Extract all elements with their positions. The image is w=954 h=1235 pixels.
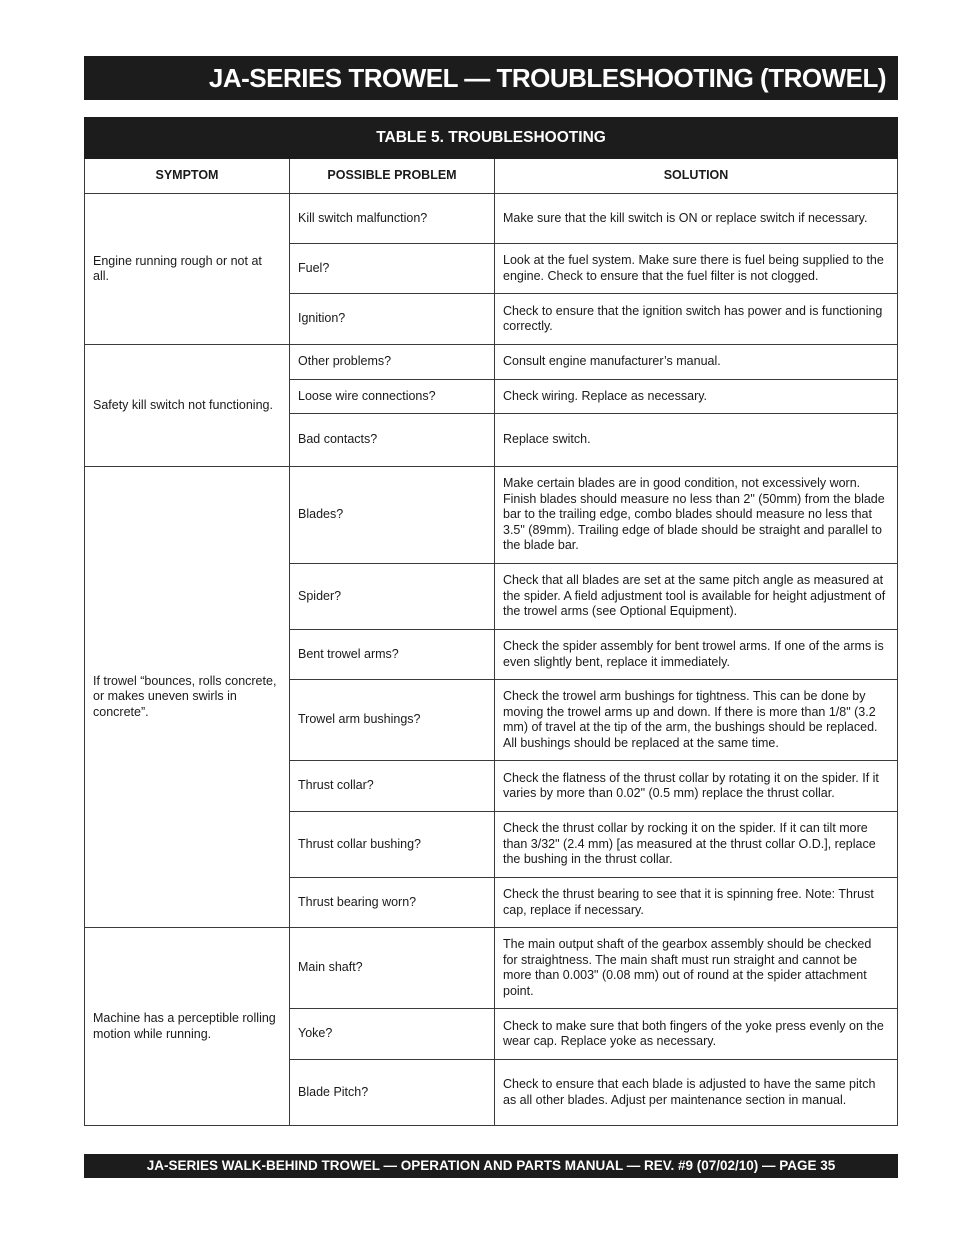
solution-cell: Replace switch. [495, 414, 898, 467]
table-caption: TABLE 5. TROUBLESHOOTING [85, 118, 898, 159]
problem-cell: Fuel? [290, 244, 495, 294]
problem-cell: Other problems? [290, 345, 495, 380]
solution-cell: Check the trowel arm bushings for tightness. This can be done by moving the trowel arms up and down. If there is more than 1/8" (3.2 mm) of travel at the tip of the arm, the bushings should be replaced. All bushings should be replaced at the same time. [495, 680, 898, 761]
problem-cell: Bad contacts? [290, 414, 495, 467]
solution-cell: Check wiring. Replace as necessary. [495, 380, 898, 414]
table-row [85, 467, 898, 564]
table-caption-row [85, 118, 898, 159]
problem-cell: Bent trowel arms? [290, 630, 495, 680]
table-row [85, 345, 898, 380]
solution-cell: Check the thrust collar by rocking it on the spider. If it can tilt more than 3/32" (2.4 mm) [as measured at the thrust collar O.D.], replace the bushing in the thrust collar. [495, 812, 898, 878]
page-footer-bar [84, 1154, 898, 1178]
problem-cell: Thrust collar? [290, 761, 495, 812]
symptom-cell: If trowel “bounces, rolls concrete, or makes uneven swirls in concrete”. [85, 467, 290, 928]
solution-cell: Make certain blades are in good condition, not excessively worn. Finish blades should measure no less than 2" (50mm) from the blade bar to the trailing edge, combo blades should measure no less that 3.5" (89mm). Trailing edge of blade should be straight and parallel to the blade bar. [495, 467, 898, 564]
solution-cell: Check that all blades are set at the same pitch angle as measured at the spider. A field adjustment tool is available for height adjustment of the trowel arms (see Optional Equipment). [495, 564, 898, 630]
problem-cell: Blade Pitch? [290, 1060, 495, 1126]
symptom-cell: Engine running rough or not at all. [85, 194, 290, 345]
page-title-bar [84, 56, 898, 100]
solution-cell: Check the spider assembly for bent trowel arms. If one of the arms is even slightly bent, replace it immediately. [495, 630, 898, 680]
column-header-symptom: SYMPTOM [85, 159, 290, 194]
table-header-row [85, 159, 898, 194]
page-footer-text: JA-SERIES WALK-BEHIND TROWEL — OPERATION AND PARTS MANUAL — REV. #9 (07/02/10) — PAGE 35 [146, 1158, 836, 1173]
problem-cell: Loose wire connections? [290, 380, 495, 414]
column-header-solution: SOLUTION [495, 159, 898, 194]
solution-cell: Check to make sure that both fingers of the yoke press evenly on the wear cap. Replace yoke as necessary. [495, 1009, 898, 1060]
problem-cell: Main shaft? [290, 928, 495, 1009]
page-title: JA-SERIES TROWEL — TROUBLESHOOTING (TROWEL) [208, 63, 886, 93]
solution-cell: Make sure that the kill switch is ON or replace switch if necessary. [495, 194, 898, 244]
problem-cell: Thrust collar bushing? [290, 812, 495, 878]
solution-cell: The main output shaft of the gearbox assembly should be checked for straightness. The main shaft must run straight and cannot be more than 0.003" (0.08 mm) out of round at the spider attachment point. [495, 928, 898, 1009]
table-row [85, 194, 898, 244]
problem-cell: Ignition? [290, 294, 495, 345]
solution-cell: Consult engine manufacturer’s manual. [495, 345, 898, 380]
column-header-problem: POSSIBLE PROBLEM [290, 159, 495, 194]
table-row [85, 928, 898, 1009]
symptom-cell: Machine has a perceptible rolling motion while running. [85, 928, 290, 1126]
solution-cell: Look at the fuel system. Make sure there is fuel being supplied to the engine. Check to ensure that the fuel filter is not clogged. [495, 244, 898, 294]
solution-cell: Check to ensure that the ignition switch has power and is functioning correctly. [495, 294, 898, 345]
troubleshooting-table [84, 117, 898, 1126]
solution-cell: Check the flatness of the thrust collar by rotating it on the spider. If it varies by more than 0.02" (0.5 mm) replace the thrust collar. [495, 761, 898, 812]
solution-cell: Check the thrust bearing to see that it is spinning free. Note: Thrust cap, replace if necessary. [495, 878, 898, 928]
problem-cell: Blades? [290, 467, 495, 564]
solution-cell: Check to ensure that each blade is adjusted to have the same pitch as all other blades. Adjust per maintenance section in manual. [495, 1060, 898, 1126]
problem-cell: Spider? [290, 564, 495, 630]
problem-cell: Yoke? [290, 1009, 495, 1060]
symptom-cell: Safety kill switch not functioning. [85, 345, 290, 467]
problem-cell: Thrust bearing worn? [290, 878, 495, 928]
problem-cell: Trowel arm bushings? [290, 680, 495, 761]
problem-cell: Kill switch malfunction? [290, 194, 495, 244]
